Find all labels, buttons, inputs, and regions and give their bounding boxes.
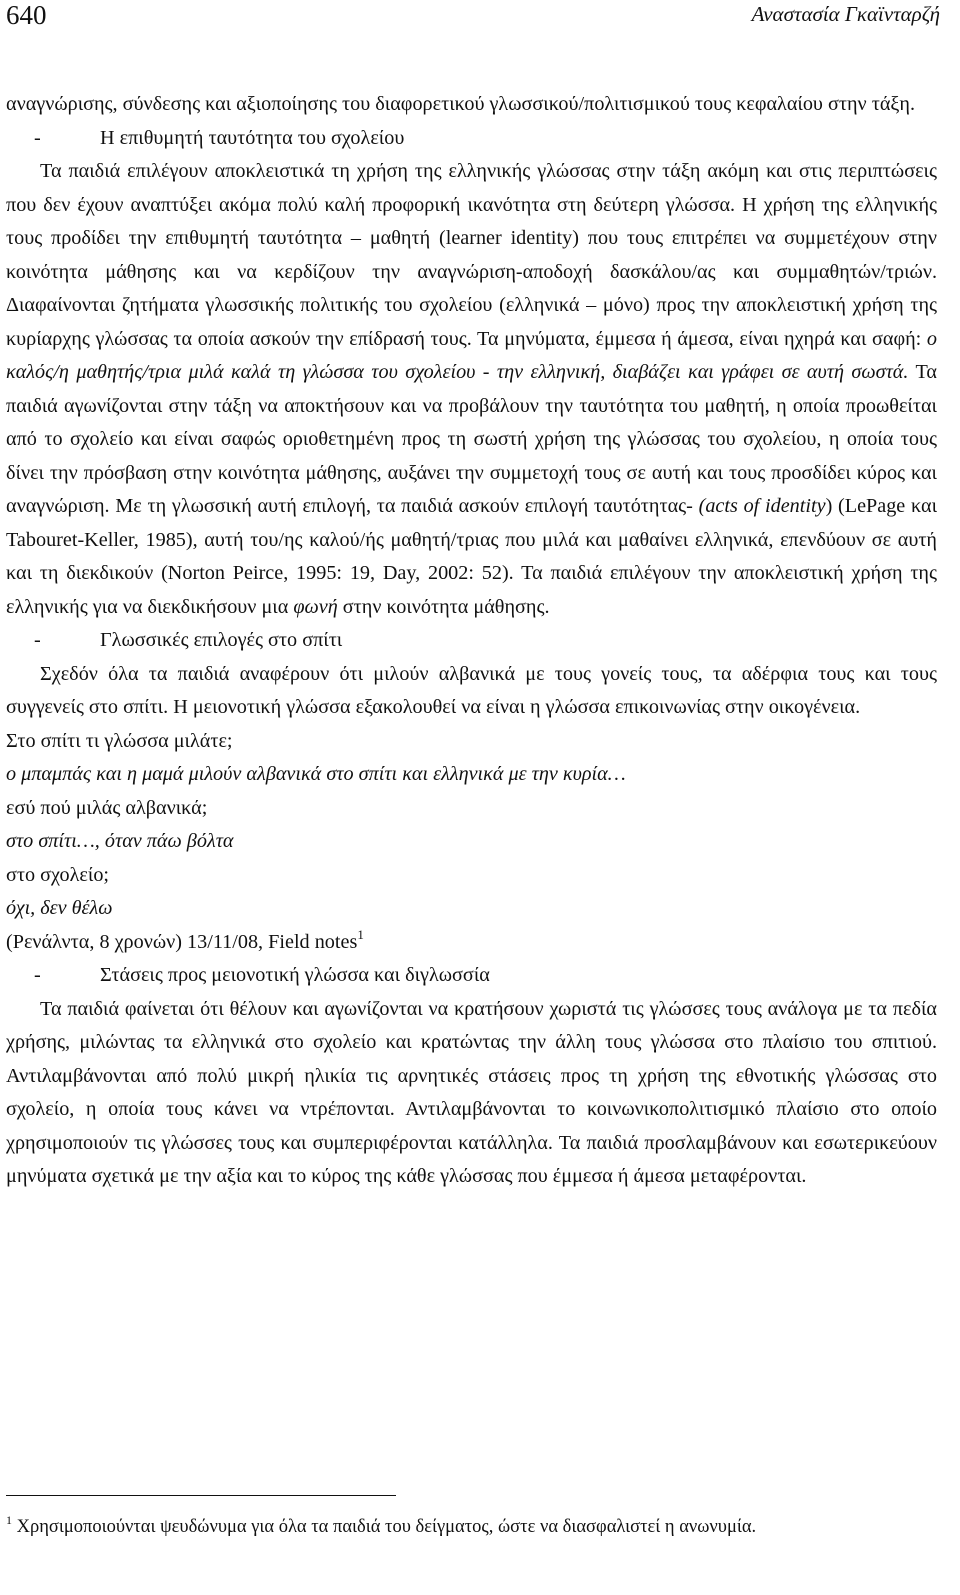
italic-run: ο καλός/η μαθητής/τρια μιλά καλά τη γλώσσα του σχολείου - την ελληνική, διαβάζει και γράφει σε αυτή σωστά. xyxy=(6,327,937,383)
dialogue-line: όχι, δεν θέλω xyxy=(6,897,113,919)
footnote xyxy=(6,1512,906,1542)
text-run: Τα παιδιά επιλέγουν αποκλειστικά τη χρήση της ελληνικής γλώσσας στην τάξη ακόμη και στις περιπτώσεις που δεν έχουν αναπτύξει ακόμα πολύ καλή προφορική ικανότητα στη δεύτερη γλώσσα. Η χρήση της ελληνικής τους προδίδει την επιθυμητή ταυτότητα – μαθητή (learner identity) που τους επιτρέπει να συμμετέχουν στην κοινότητα μάθησης και να κερδίζουν την αναγνώριση-αποδοχή δασκάλου/ας και συμμαθητών/τριών. Διαφαίνονται ζητήματα γλωσσικής πολιτικής του σχολείου (ελληνικά – μόνο) προς την αποκλειστική χρήση της κυρίαρχης γλώσσας τα οποία ασκούν την επίδρασή τους. Τα μηνύματα, έμμεσα ή άμεσα, είναι ηχηρά και σαφή: xyxy=(6,160,937,350)
text-run: Τα παιδιά αγωνίζονται στην τάξη να αποκτήσουν και να προβάλουν την ταυτότητα του μαθητή, η οποία προωθείται από το σχολείο και είναι σαφώς οριοθετημένη προς τη σωστή χρήση της γλώσσας του σχολείου, η οποία τους δίνει την πρόσβαση στην κοινότητα μάθησης, αυξάνει την συμμετοχή τους σε αυτή και τους προσδίδει κύρος και αναγνώριση. Με τη γλωσσική αυτή επιλογή, τα παιδιά ασκούν επιλογή ταυτότητας- xyxy=(6,361,937,517)
footnote-divider xyxy=(6,1495,396,1496)
paragraph-home-choices: Σχεδόν όλα τα παιδιά αναφέρουν ότι μιλούν αλβανικά με τους γονείς τους, τα αδέρφια τους και τους συγγενείς στο σπίτι. Η μειονοτική γλώσσα εξακολουθεί να είναι η γλώσσα επικοινωνίας στην οικογένεια. xyxy=(6,662,937,718)
paragraph-continuation: αναγνώρισης, σύνδεσης και αξιοποίησης του διαφορετικού γλωσσικού/πολιτισμικού τους κεφαλαίου στην τάξη. xyxy=(6,93,915,115)
footnote-reference[interactable]: 1 xyxy=(357,926,364,942)
page-number: 640 xyxy=(6,0,47,30)
dialogue-line: εσύ πού μιλάς αλβανικά; xyxy=(6,796,208,819)
dialogue-line: στο σπίτι…, όταν πάω βόλτα xyxy=(6,830,234,852)
heading-text: Γλωσσικές επιλογές στο σπίτι xyxy=(100,629,343,651)
section-heading-home-choices xyxy=(6,624,937,658)
text-run: στην κοινότητα μάθησης. xyxy=(337,595,550,618)
footnote-marker: 1 xyxy=(6,1513,12,1527)
body-text xyxy=(6,88,937,1194)
dash-marker: - xyxy=(34,629,41,651)
running-head: Αναστασία Γκαϊνταρζή xyxy=(751,2,940,26)
heading-text: Στάσεις προς μειονοτική γλώσσα και διγλωσσία xyxy=(100,964,490,986)
text-run: ) (LePage και Tabouret-Keller, 1985), αυτή του/ης καλού/ής μαθητή/τριας που μιλά και μαθαίνει ελληνικά, επενδύουν σε αυτή και τη διεκδικούν (Norton Peirce, 1995: 19, Day, 2002: 52). Τα παιδιά επιλέγουν την αποκλειστική χρήση της ελληνικής για να διεκδικήσουν μια xyxy=(6,495,937,618)
italic-run: (acts of identity xyxy=(698,495,826,517)
paragraph-school-identity xyxy=(6,155,937,624)
section-heading-attitudes xyxy=(6,959,937,993)
heading-text: Η επιθυμητή ταυτότητα του σχολείου xyxy=(100,126,405,149)
paragraph-attitudes: Τα παιδιά φαίνεται ότι θέλουν και αγωνίζονται να κρατήσουν χωριστά τις γλώσσες τους ανάλογα με τα πεδία χρήσης, μιλώντας τα ελληνικά στο σχολείο και κρατώντας την άλλη τους γλώσσα στο πλαίσιο του σπιτιού. Αντιλαμβάνονται από πολύ μικρή ηλικία τις αρνητικές στάσεις προς τη χρήση της εθνοτικής γλώσσας στο σχολείο, η οποία τους κάνει να ντρέπονται. Αντιλαμβάνονται το κοινωνικοπολιτισμικό πλαίσιο στο οποίο χρησιμοποιούν τις γλώσσες τους και συμπεριφέρονται κατάλληλα. Τα παιδιά προσλαμβάνουν και εσωτερικεύουν μηνύματα σχετικά με την αξία και το κύρος της κάθε γλώσσας που έμμεσα ή άμεσα μεταφέρονται. xyxy=(6,997,937,1187)
dash-marker: - xyxy=(34,964,41,986)
footnote-text: Χρησιμοποιούνται ψευδώνυμα για όλα τα παιδιά του δείγματος, ώστε να διασφαλιστεί η ανωνυμία. xyxy=(12,1517,757,1537)
italic-run: φωνή xyxy=(293,595,338,618)
source-citation xyxy=(6,926,937,960)
dialogue-line: ο μπαμπάς και η μαμά μιλούν αλβανικά στο σπίτι και ελληνικά με την κυρία… xyxy=(6,763,626,785)
dialogue-line: στο σχολείο; xyxy=(6,863,110,886)
dash-marker: - xyxy=(34,126,41,149)
page-header xyxy=(0,0,960,40)
dialogue-line: Στο σπίτι τι γλώσσα μιλάτε; xyxy=(6,729,233,752)
section-heading-school-identity xyxy=(6,122,937,156)
citation-text: (Ρενάλντα, 8 χρονών) 13/11/08, Field notes xyxy=(6,930,358,953)
